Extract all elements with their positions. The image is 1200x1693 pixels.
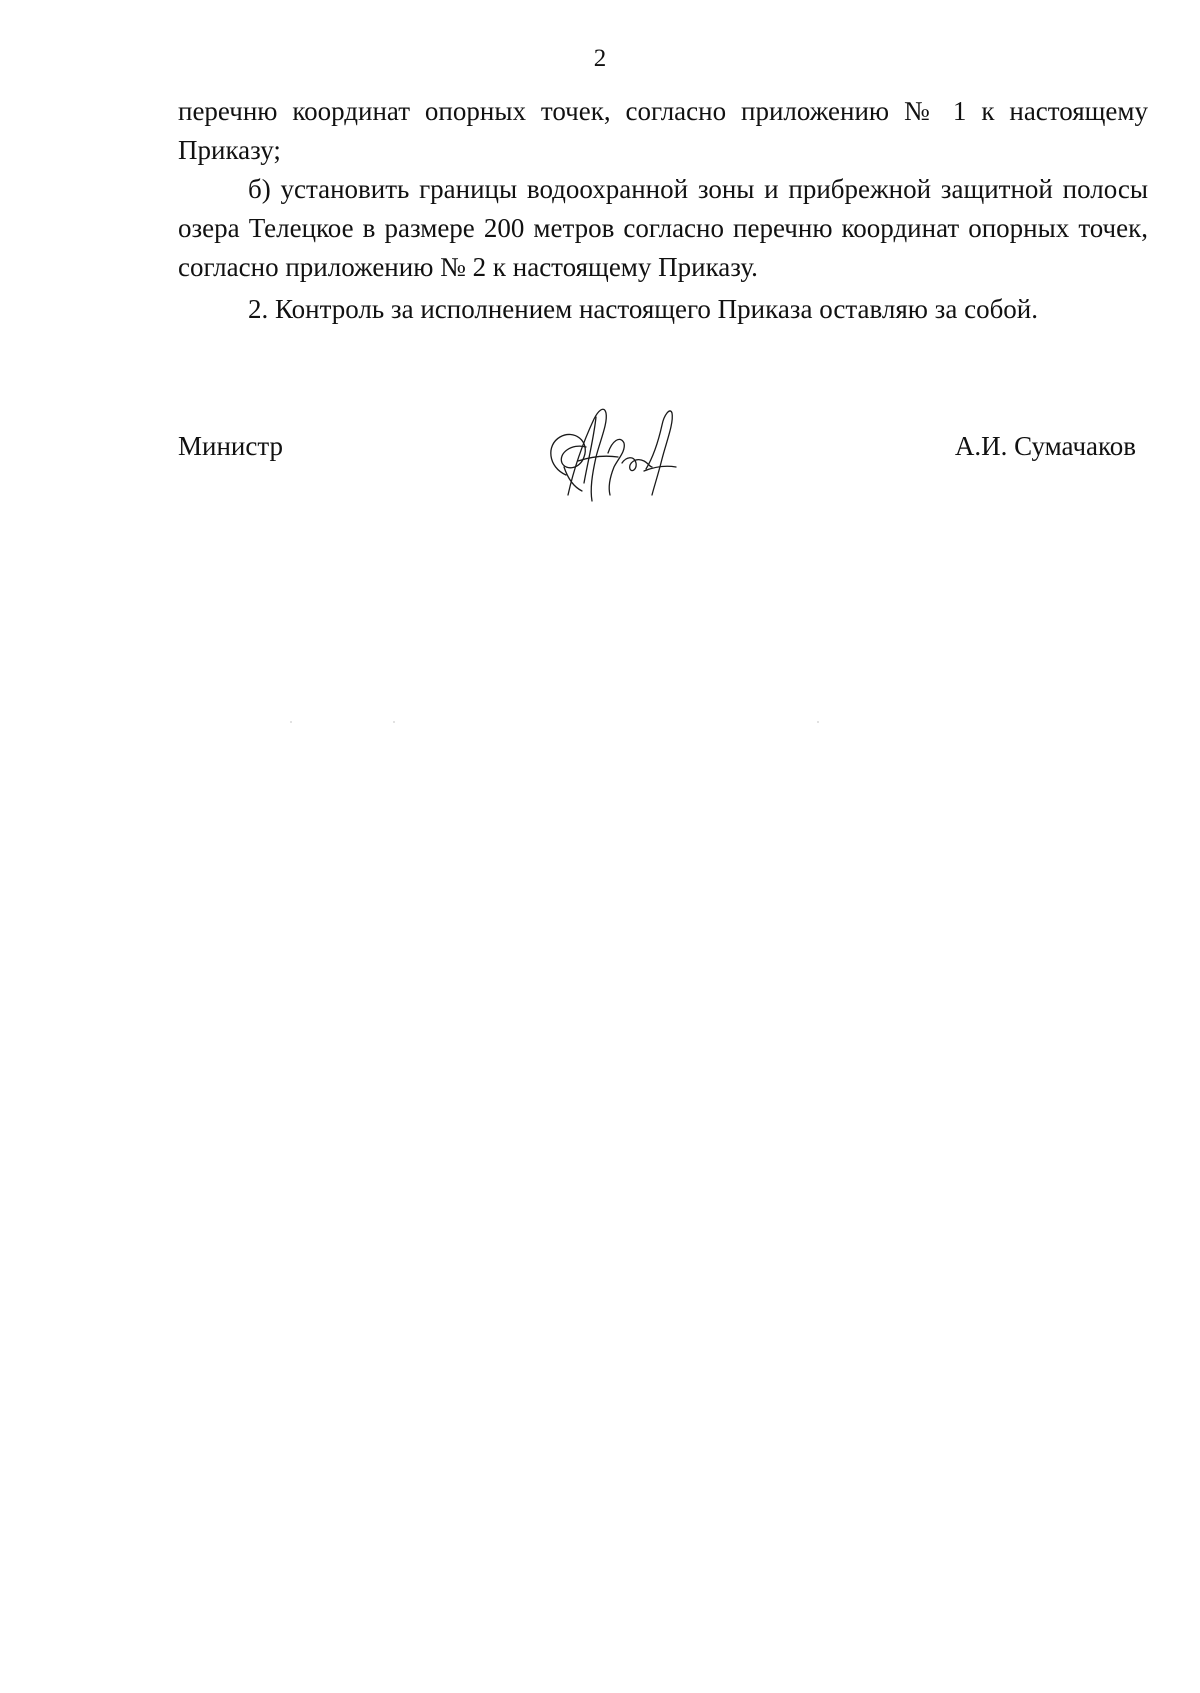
handwritten-signature bbox=[538, 397, 708, 507]
signatory-name: А.И. Сумачаков bbox=[954, 431, 1136, 461]
page-number: 2 bbox=[593, 45, 607, 72]
signature-block bbox=[178, 405, 1158, 525]
body-text bbox=[178, 92, 1148, 329]
signatory-title: Министр bbox=[178, 431, 283, 461]
paragraph-continuation: перечню координат опорных точек, согласно приложению № 1 к настоящему Приказу; bbox=[178, 96, 1148, 165]
scan-artifact bbox=[817, 721, 819, 723]
paragraph-item-2: 2. Контроль за исполнением настоящего Приказа оставляю за собой. bbox=[248, 294, 1039, 324]
scan-artifact bbox=[290, 721, 292, 723]
paragraph-item-b: б) установить границы водоохранной зоны и прибрежной защитной полосы озера Телецкое в размере 200 метров согласно перечню координат опорных точек, согласно приложению № 2 к настоящему Приказу. bbox=[178, 174, 1148, 282]
scan-artifact bbox=[393, 721, 395, 723]
